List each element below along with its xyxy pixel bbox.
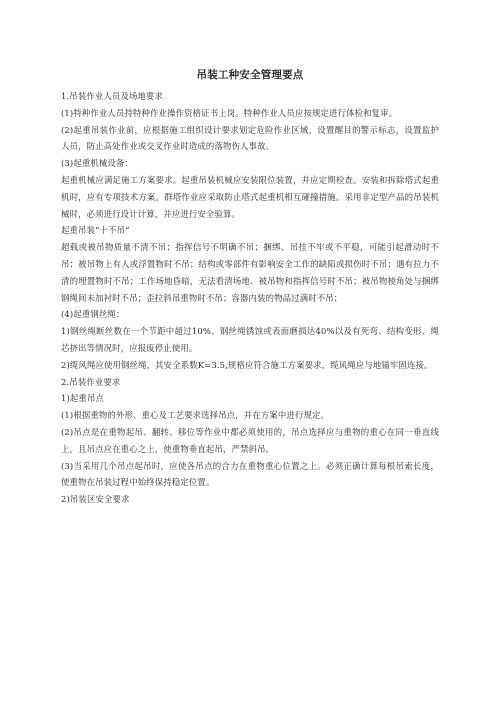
subheading: 起重吊装“十不吊” (61, 225, 130, 236)
subheading: (3)起重机械设备： (61, 158, 133, 169)
document-body (61, 88, 439, 508)
paragraph: 起重机械应满足施工方案要求。起重吊装机械应安装限位装置，并应定期检查。安装和拆除塔式起重机时，应有专项技术方案。群塔作业应采取防止塔式起重机相互碰撞措施。采用非定型产品的吊装机械时，必须进行设计计算，并应进行安全验算。 (61, 174, 439, 219)
paragraph: (3)当采用几个吊点起吊时，应使各吊点的合力在重物重心位置之上。必须正确计算每根吊索长度，使重物在吊装过程中始终保持稳定位置。 (61, 460, 439, 488)
paragraph: (2)吊点是在重物起吊、翻转、移位等作业中都必须使用的，吊点选择应与重物的重心在同一垂直线上，且吊点应在重心之上，使重物垂直起吊，严禁斜吊。 (61, 426, 439, 454)
subheading: 2)吊装区安全要求 (61, 494, 130, 505)
section-heading: 2.吊装作业要求 (61, 376, 121, 387)
paragraph: 1)钢丝绳断丝数在一个节距中超过10%、钢丝绳锈蚀或表面磨损达40%以及有死弯、结构变形、绳芯挤出等情况时，应报废停止使用。 (61, 326, 439, 353)
paragraph: (2)起重吊装作业前，应根据施工组织设计要求划定危险作业区域，设置醒目的警示标志，设置监护人员，防止高处作业或交叉作业时造成的落物伤人事故。 (61, 124, 439, 152)
subheading: 1)起重吊点 (61, 393, 104, 404)
paragraph: 超载或被吊物质量不清不吊；指挥信号不明确不吊；捆绑、吊挂不牢或不平稳，可能引起滑动时不吊；被吊物上有人或浮置物时不吊；结构或零部件有影响安全工作的缺陷或损伤时不吊；遇有拉力不清的埋置物时不吊；工作场地昏暗，无法看清场地、被吊物和指挥信号时不吊；被吊物棱角处与捆绑钢绳间未加衬时不吊；歪拉斜吊重物时不吊；容器内装的物品过满时不吊； (61, 242, 439, 303)
paragraph: 2)缆风绳应使用钢丝绳，其安全系数K=3.5,规格应符合施工方案要求，缆风绳应与地锚牢固连接。 (61, 359, 433, 370)
paragraph: (1)特种作业人员持特种作业操作资格证书上岗。特种作业人员应按规定进行体检和复审。 (61, 107, 398, 118)
subheading: (4)起重钢丝绳： (61, 309, 125, 320)
page-title: 吊装工种安全管理要点 (196, 69, 304, 81)
paragraph: (1)根据重物的外形、重心及工艺要求选择吊点，并在方案中进行规定。 (61, 410, 330, 421)
section-heading: 1.吊装作业人员及场地要求 (61, 91, 164, 101)
